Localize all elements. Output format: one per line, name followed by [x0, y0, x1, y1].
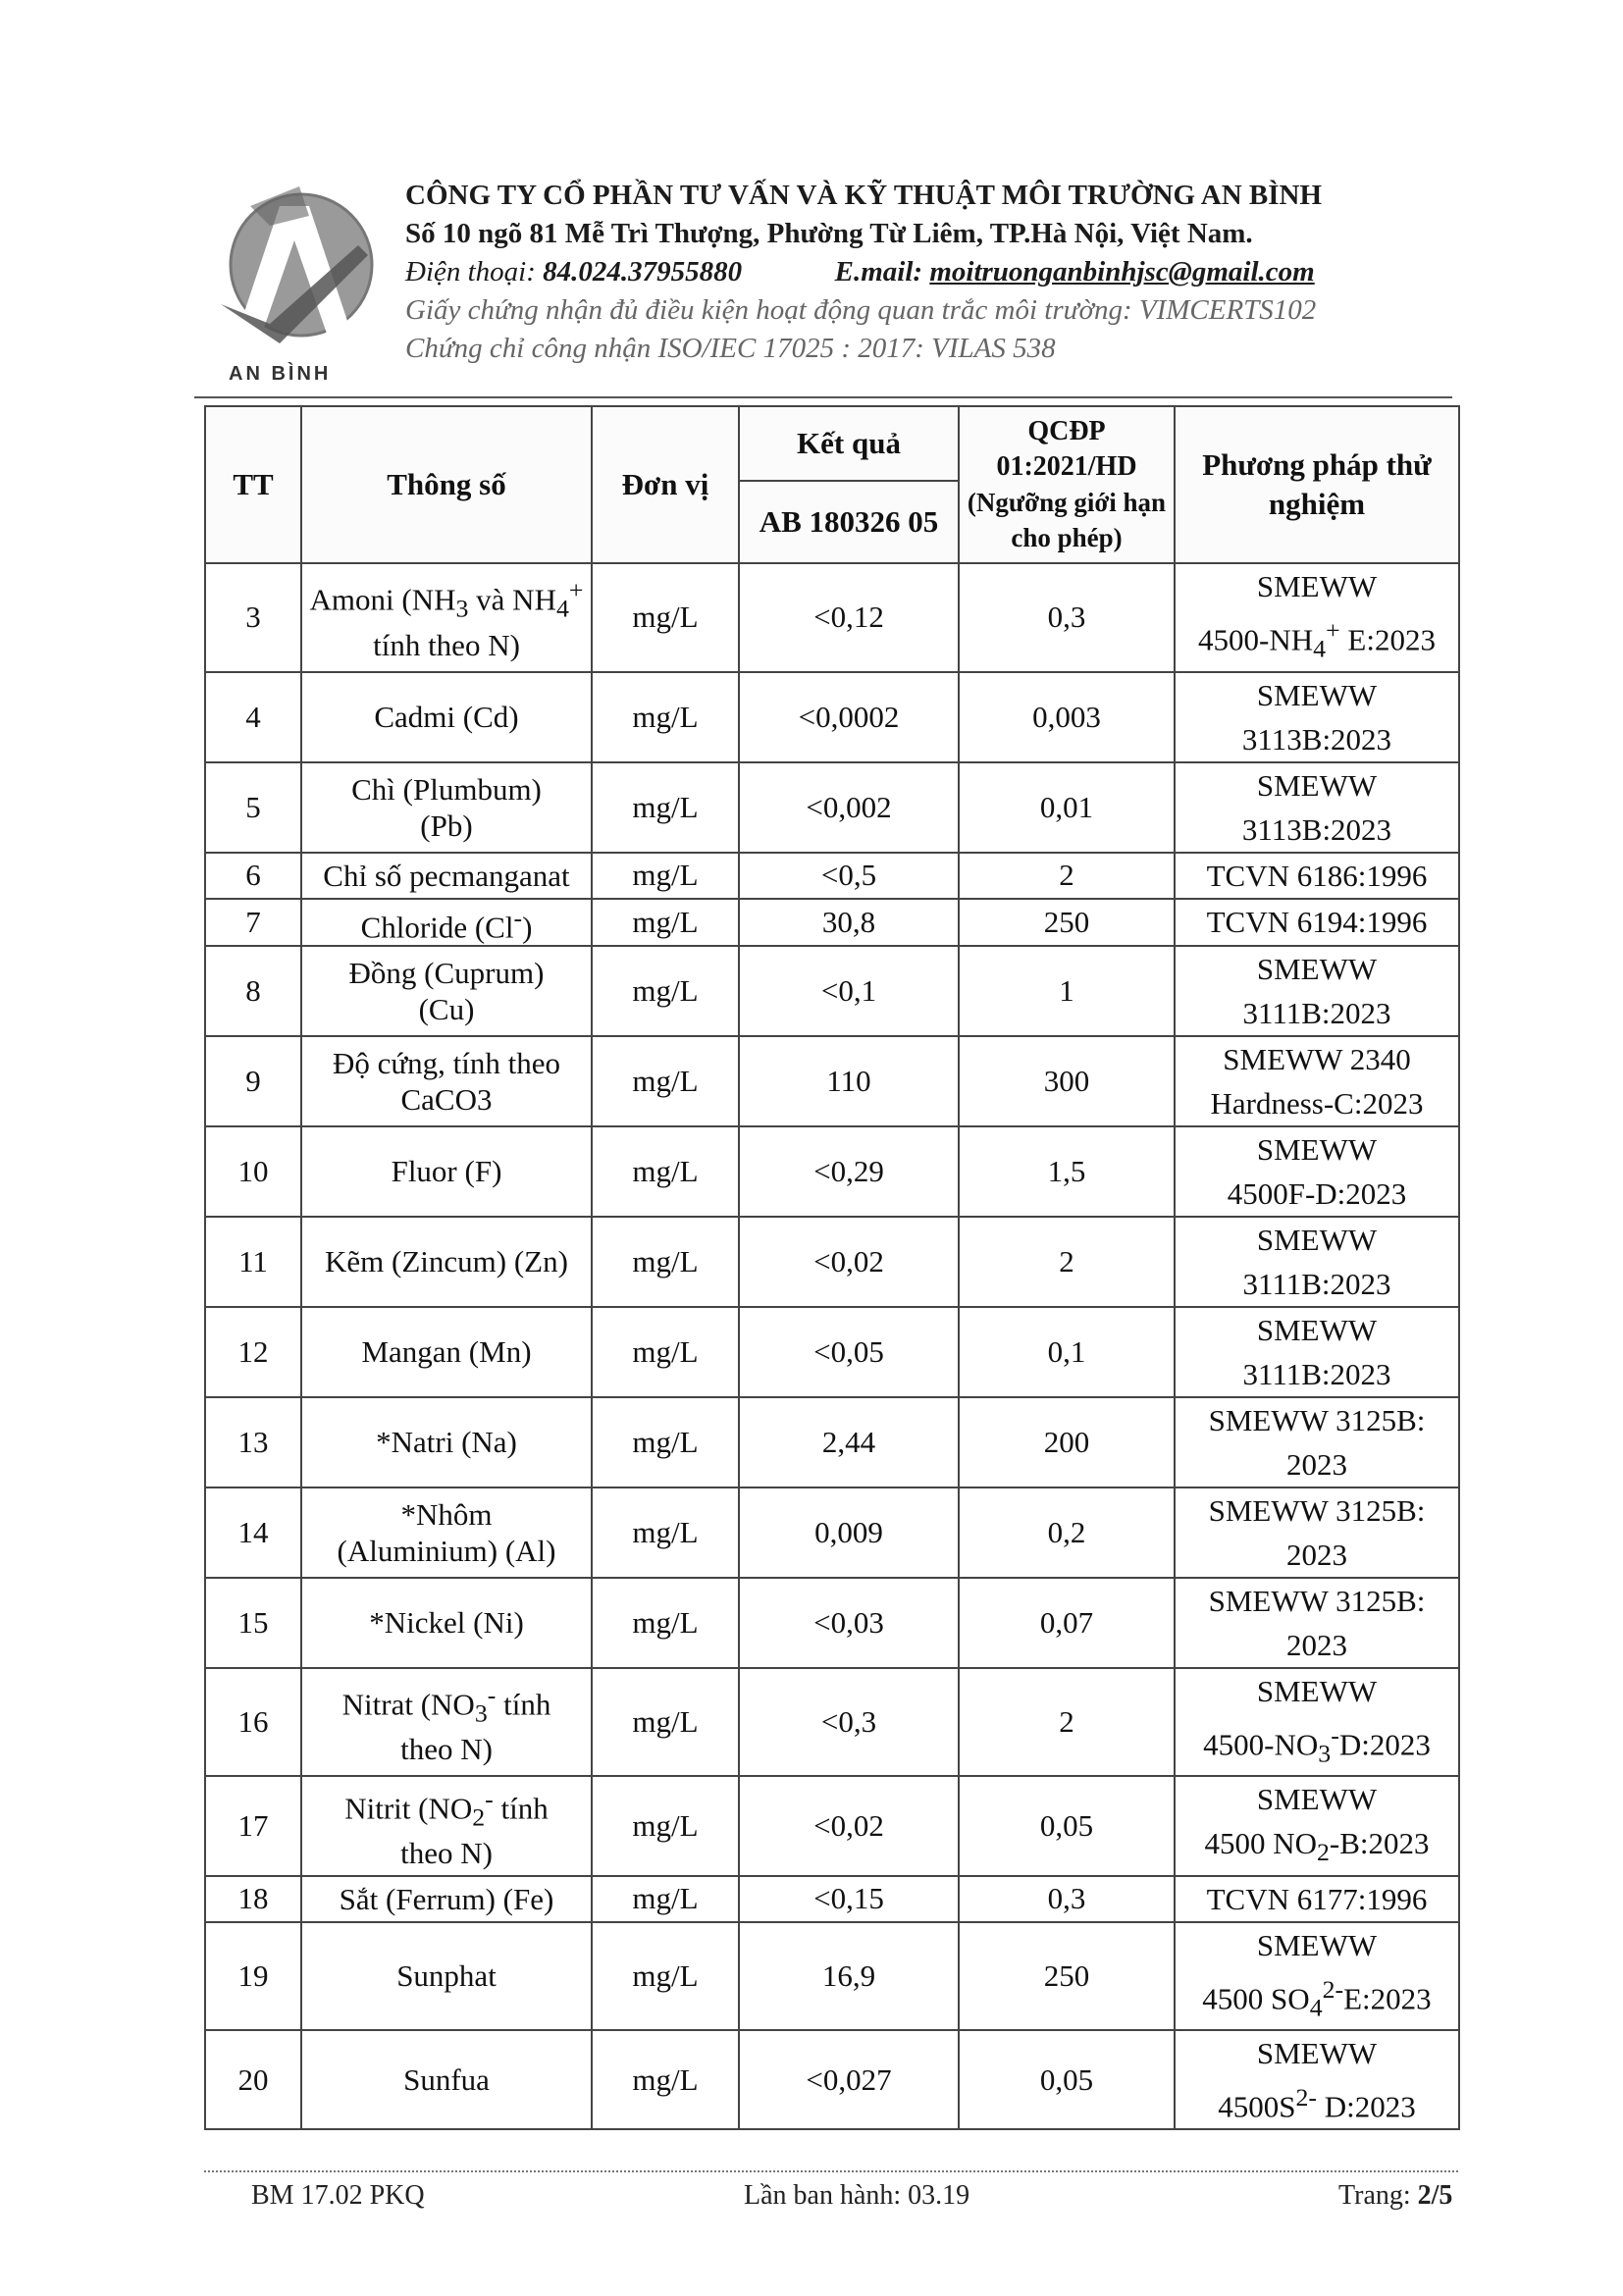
cell-limit: 250	[959, 1922, 1175, 2031]
cell-param: *Nhôm (Aluminium) (Al)	[301, 1487, 592, 1578]
cell-unit: mg/L	[592, 2030, 739, 2129]
cell-limit: 0,1	[959, 1307, 1175, 1397]
email-link[interactable]: moitruonganbinhjsc@gmail.com	[929, 256, 1315, 287]
table-row	[205, 2030, 1459, 2129]
table-row	[205, 1397, 1459, 1487]
header-unit: Đơn vị	[592, 406, 739, 563]
cell-method: SMEWW 3113B:2023	[1175, 672, 1459, 762]
cell-tt: 3	[205, 563, 301, 672]
cell-param: *Natri (Na)	[301, 1397, 592, 1487]
cell-limit: 300	[959, 1036, 1175, 1126]
cell-tt: 4	[205, 672, 301, 762]
cell-tt: 10	[205, 1126, 301, 1217]
table-row	[205, 762, 1459, 853]
cell-tt: 18	[205, 1876, 301, 1922]
cell-method: SMEWW $4500-NO_3^-D:2023$	[1175, 1668, 1459, 1777]
cell-method: SMEWW 3111B:2023	[1175, 1307, 1459, 1397]
cell-tt: 16	[205, 1668, 301, 1777]
cell-method: SMEWW $4500S^{2-}$ D:2023	[1175, 2030, 1459, 2129]
cell-unit: mg/L	[592, 853, 739, 899]
cell-result: <0,15	[739, 1876, 959, 1922]
cell-unit: mg/L	[592, 1668, 739, 1777]
cell-unit: mg/L	[592, 672, 739, 762]
header-sample-id: AB 180326 05	[739, 481, 959, 563]
table-row	[205, 946, 1459, 1036]
company-name: CÔNG TY CỔ PHẦN TƯ VẤN VÀ KỸ THUẬT MÔI TRƯỜNG AN BÌNH	[405, 180, 1323, 211]
page-current: 2	[1417, 2180, 1432, 2211]
cell-result: <0,12	[739, 563, 959, 672]
table-row	[205, 1487, 1459, 1578]
cell-param: Sắt (Ferrum) (Fe)	[301, 1876, 592, 1922]
cell-limit: 0,01	[959, 762, 1175, 853]
cell-unit: mg/L	[592, 1036, 739, 1126]
cell-result: 110	[739, 1036, 959, 1126]
table-row	[205, 563, 1459, 672]
cell-unit: mg/L	[592, 1578, 739, 1668]
cell-method: SMEWW 3111B:2023	[1175, 1217, 1459, 1307]
page-total: /5	[1431, 2180, 1453, 2211]
cell-unit: mg/L	[592, 1397, 739, 1487]
cell-tt: 20	[205, 2030, 301, 2129]
cell-result: <0,002	[739, 762, 959, 853]
email-label: E.mail:	[834, 256, 923, 287]
table-row	[205, 1036, 1459, 1126]
table-row	[205, 672, 1459, 762]
cell-limit: 0,05	[959, 1776, 1175, 1875]
cell-result: <0,0002	[739, 672, 959, 762]
cell-param: Đồng (Cuprum) (Cu)	[301, 946, 592, 1036]
cell-method: SMEWW 4500 $NO_2-B:2023$	[1175, 1776, 1459, 1875]
certificate-vimcerts: Giấy chứng nhận đủ điều kiện hoạt động quan trắc môi trường: VIMCERTS102	[405, 294, 1317, 326]
cell-limit: 0,2	[959, 1487, 1175, 1578]
cell-method: TCVN 6186:1996	[1175, 853, 1459, 899]
cell-param: *Nickel (Ni)	[301, 1578, 592, 1668]
footer-rule	[204, 2170, 1458, 2172]
cell-unit: mg/L	[592, 1776, 739, 1875]
cell-unit: mg/L	[592, 563, 739, 672]
header-standard-note: (Ngưỡng giới hạn cho phép)	[967, 488, 1167, 552]
cell-param: Kẽm (Zincum) (Zn)	[301, 1217, 592, 1307]
cell-tt: 19	[205, 1922, 301, 2031]
cell-limit: 200	[959, 1397, 1175, 1487]
cell-tt: 12	[205, 1307, 301, 1397]
cell-limit: 0,3	[959, 563, 1175, 672]
issue-number: Lần ban hành: 03.19	[744, 2180, 970, 2211]
header-rule	[194, 396, 1452, 398]
cell-param: Fluor (F)	[301, 1126, 592, 1217]
cell-limit: 1,5	[959, 1126, 1175, 1217]
certificate-vilas: Chứng chỉ công nhận ISO/IEC 17025 : 2017: VILAS 538	[405, 333, 1056, 364]
cell-result: <0,03	[739, 1578, 959, 1668]
table-row	[205, 1217, 1459, 1307]
cell-tt: 7	[205, 899, 301, 946]
cell-unit: mg/L	[592, 1876, 739, 1922]
cell-param: Nitrit ($NO_2^-$ tính theo N)	[301, 1776, 592, 1875]
page-label: Trang:	[1338, 2180, 1411, 2211]
cell-unit: mg/L	[592, 899, 739, 946]
phone-label: Điện thoại:	[405, 256, 536, 287]
cell-method: SMEWW 3125B: 2023	[1175, 1578, 1459, 1668]
cell-limit: 0,07	[959, 1578, 1175, 1668]
an-binh-logo-icon	[211, 186, 383, 383]
cell-unit: mg/L	[592, 946, 739, 1036]
cell-param: Nitrat ($NO_3^-$ tính theo N)	[301, 1668, 592, 1777]
cell-result: <0,02	[739, 1776, 959, 1875]
cell-tt: 15	[205, 1578, 301, 1668]
cell-limit: 2	[959, 1217, 1175, 1307]
cell-result: <0,29	[739, 1126, 959, 1217]
cell-param: Chỉ số pecmanganat	[301, 853, 592, 899]
header-tt: TT	[205, 406, 301, 563]
cell-method: SMEWW 3125B: 2023	[1175, 1487, 1459, 1578]
cell-unit: mg/L	[592, 1487, 739, 1578]
cell-method: SMEWW 3113B:2023	[1175, 762, 1459, 853]
cell-param: Chì (Plumbum) (Pb)	[301, 762, 592, 853]
cell-unit: mg/L	[592, 1307, 739, 1397]
contact-line	[405, 253, 1322, 291]
phone-number: 84.024.37955880	[543, 256, 743, 287]
cell-result: <0,027	[739, 2030, 959, 2129]
cell-method: SMEWW 4500 $SO_4^{2-}E:2023$	[1175, 1922, 1459, 2031]
cell-method: TCVN 6194:1996	[1175, 899, 1459, 946]
cell-result: <0,3	[739, 1668, 959, 1777]
header-method: Phương pháp thử nghiệm	[1175, 406, 1459, 563]
table-row	[205, 1876, 1459, 1922]
cell-tt: 5	[205, 762, 301, 853]
cell-tt: 8	[205, 946, 301, 1036]
cell-limit: 1	[959, 946, 1175, 1036]
table-row	[205, 1126, 1459, 1217]
logo-text: AN BÌNH	[229, 363, 332, 385]
table-row	[205, 1776, 1459, 1875]
company-logo	[211, 186, 383, 383]
results-table	[204, 405, 1460, 2130]
cell-method: TCVN 6177:1996	[1175, 1876, 1459, 1922]
cell-result: <0,1	[739, 946, 959, 1036]
table-row	[205, 853, 1459, 899]
cell-method: SMEWW $4500-NH_4^+$ E:2023	[1175, 563, 1459, 672]
cell-method: SMEWW 2340 Hardness-C:2023	[1175, 1036, 1459, 1126]
cell-result: 30,8	[739, 899, 959, 946]
header-result: Kết quả	[739, 406, 959, 481]
cell-limit: 250	[959, 899, 1175, 946]
cell-tt: 9	[205, 1036, 301, 1126]
table-row	[205, 1307, 1459, 1397]
cell-unit: mg/L	[592, 1922, 739, 2031]
cell-param: Độ cứng, tính theo CaCO3	[301, 1036, 592, 1126]
cell-unit: mg/L	[592, 762, 739, 853]
cell-limit: 2	[959, 853, 1175, 899]
company-address: Số 10 ngõ 81 Mễ Trì Thượng, Phường Từ Liêm, TP.Hà Nội, Việt Nam.	[405, 218, 1253, 249]
form-code: BM 17.02 PKQ	[251, 2180, 425, 2211]
cell-limit: 0,05	[959, 2030, 1175, 2129]
cell-param: Amoni ($NH_3$ và $NH_4^+$ tính theo N)	[301, 563, 592, 672]
cell-result: <0,5	[739, 853, 959, 899]
table-row	[205, 1668, 1459, 1777]
cell-param: Sunfua	[301, 2030, 592, 2129]
cell-param: Chloride (Cl-)	[301, 899, 592, 946]
cell-tt: 14	[205, 1487, 301, 1578]
cell-method: SMEWW 3111B:2023	[1175, 946, 1459, 1036]
page-number	[1338, 2180, 1452, 2212]
table-row	[205, 1578, 1459, 1668]
cell-result: <0,05	[739, 1307, 959, 1397]
cell-tt: 6	[205, 853, 301, 899]
header-standard-code: QCĐP 01:2021/HD	[996, 416, 1137, 482]
cell-result: 16,9	[739, 1922, 959, 2031]
cell-param: Mangan (Mn)	[301, 1307, 592, 1397]
cell-param: Cadmi (Cd)	[301, 672, 592, 762]
cell-limit: 0,003	[959, 672, 1175, 762]
cell-tt: 11	[205, 1217, 301, 1307]
cell-param: Sunphat	[301, 1922, 592, 2031]
cell-tt: 17	[205, 1776, 301, 1875]
header-param: Thông số	[301, 406, 592, 563]
cell-limit: 2	[959, 1668, 1175, 1777]
cell-method: SMEWW 4500F-D:2023	[1175, 1126, 1459, 1217]
cell-method: SMEWW 3125B: 2023	[1175, 1397, 1459, 1487]
cell-result: 0,009	[739, 1487, 959, 1578]
cell-unit: mg/L	[592, 1126, 739, 1217]
letterhead	[211, 177, 1487, 402]
header-standard	[959, 406, 1175, 563]
table-row	[205, 899, 1459, 946]
cell-tt: 13	[205, 1397, 301, 1487]
table-row	[205, 1922, 1459, 2031]
cell-result: <0,02	[739, 1217, 959, 1307]
cell-limit: 0,3	[959, 1876, 1175, 1922]
cell-result: 2,44	[739, 1397, 959, 1487]
cell-unit: mg/L	[592, 1217, 739, 1307]
